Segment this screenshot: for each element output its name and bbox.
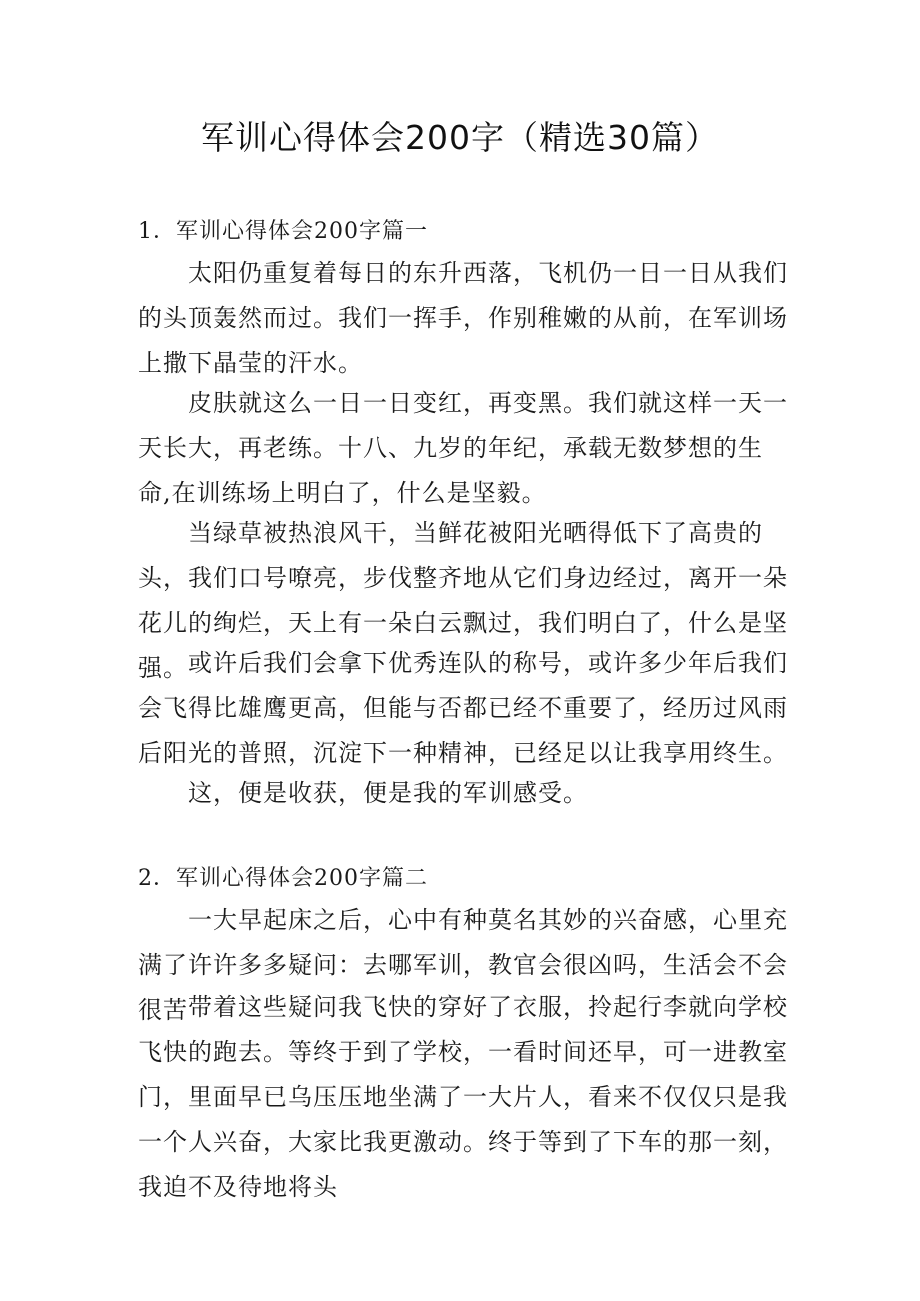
paragraph: 一大早起床之后，心中有种莫名其妙的兴奋感，心里充满了许许多多疑问：去哪军训，教官会很凶吗，生活会不会很苦 [138,906,788,1024]
paragraph: 当绿草被热浪风干，当鲜花被阳光晒得低下了高贵的头，我们口号嘹亮，步伐整齐地从它们身边经过，离开一朵花儿的绚烂，天上有一朵白云飘过，我们明白了，什么是坚强。 [138,519,788,682]
section-heading-2: 2．军训心得体会200字篇二 [138,866,428,891]
document-title: 军训心得体会200字（精选30篇） [201,118,719,157]
paragraph: 皮肤就这么一日一日变红，再变黑。我们就这样一天一天长大，再老练。十八、九岁的年纪，承载无数梦想的生命,在训练场上明白了，什么是坚毅。 [138,389,788,507]
section-heading-1: 1．军训心得体会200字篇一 [138,219,428,244]
paragraph: 这，便是收获，便是我的军训感受。 [188,779,588,807]
paragraph: 太阳仍重复着每日的东升西落，飞机仍一日一日从我们的头顶轰然而过。我们一挥手，作别稚嫩的从前，在军训场上撒下晶莹的汗水。 [138,259,788,377]
paragraph: 或许后我们会拿下优秀连队的称号，或许多少年后我们会飞得比雄鹰更高，但能与否都已经不重要了，经历过风雨后阳光的普照，沉淀下一种精神，已经足以让我享用终生。 [138,649,788,767]
paragraph: 带着这些疑问我飞快的穿好了衣服，拎起行李就向学校飞快的跑去。等终于到了学校，一看时间还早，可一进教室门，里面早已乌压压地坐满了一大片人，看来不仅仅只是我一个人兴奋，大家比我更激动。终于等到了下车的那一刻，我迫不及待地将头 [138,993,788,1201]
